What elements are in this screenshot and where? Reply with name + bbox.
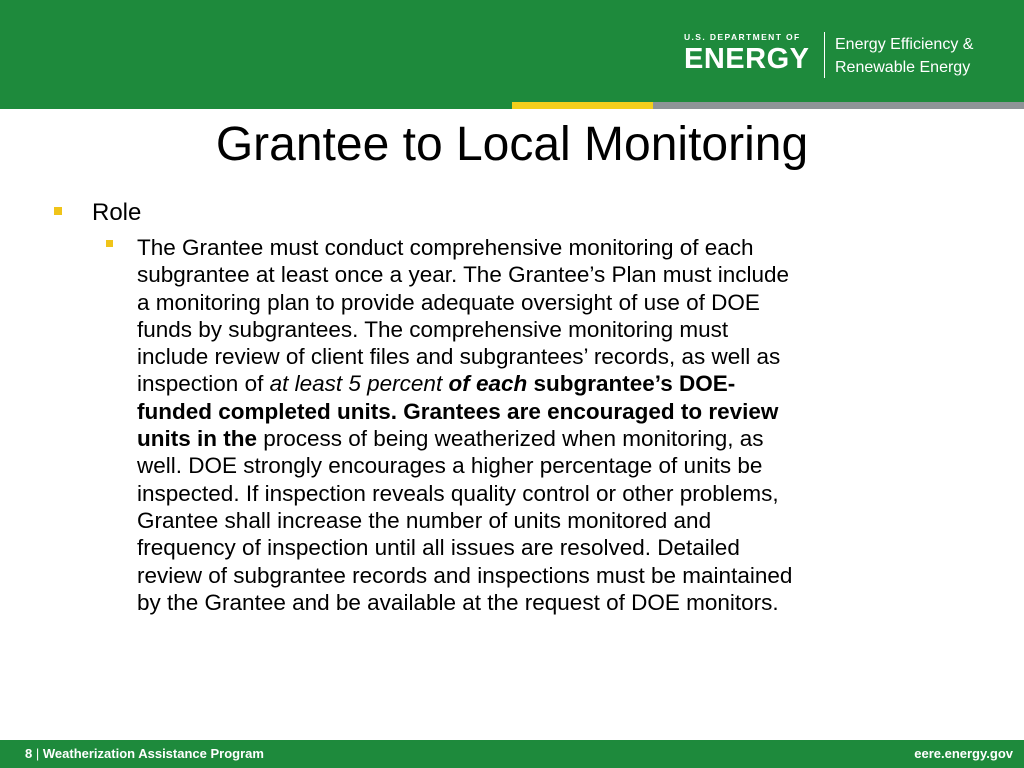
logo-department-text: U.S. DEPARTMENT OF xyxy=(684,32,801,42)
footer-url: eere.energy.gov xyxy=(914,746,1013,761)
slide-title: Grantee to Local Monitoring xyxy=(215,118,809,171)
text-segment: process of being weatherized when monitoring, as xyxy=(257,426,764,452)
text-segment: inspection of xyxy=(137,371,270,397)
program-name: Weatherization Assistance Program xyxy=(42,746,264,761)
text-line: review of subgrantee records and inspections must be maintained xyxy=(137,562,793,588)
logo-tagline-line1: Energy Efficiency & xyxy=(835,36,974,53)
bold-italic-text: of each xyxy=(448,371,528,397)
footer-bar xyxy=(0,740,1024,768)
accent-stripe-gray xyxy=(653,102,1024,109)
footer-left xyxy=(25,746,264,761)
text-line: The Grantee must conduct comprehensive monitoring of each xyxy=(137,235,754,260)
sub-bullet-text xyxy=(137,234,977,616)
logo-energy-text: ENERGY xyxy=(684,43,810,75)
bullet-square-icon xyxy=(54,207,62,215)
text-line: well. DOE strongly encourages a higher percentage of units be xyxy=(137,453,763,479)
text-line: include review of client files and subgrantees’ records, as well as xyxy=(137,344,781,370)
page-number: 8 xyxy=(25,746,33,761)
text-line: by the Grantee and be available at the request of DOE monitors. xyxy=(137,589,779,615)
logo-divider xyxy=(824,32,825,78)
logo-tagline xyxy=(835,33,973,79)
italic-text: at least 5 percent xyxy=(269,371,443,397)
header-bar xyxy=(0,0,1024,102)
text-line xyxy=(137,425,977,452)
text-line: frequency of inspection until all issues are resolved. Detailed xyxy=(137,535,740,561)
logo-tagline-line2: Renewable Energy xyxy=(835,59,971,76)
sub-bullet-square-icon xyxy=(106,240,113,247)
accent-stripe-green xyxy=(0,102,512,109)
footer-separator: | xyxy=(35,746,40,761)
bullet-role: Role xyxy=(92,199,142,226)
text-line: inspected. If inspection reveals quality control or other problems, xyxy=(137,480,779,506)
text-line: Grantee shall increase the number of units monitored and xyxy=(137,507,712,533)
text-line xyxy=(137,370,977,397)
bold-text: units in the xyxy=(137,426,257,452)
text-line: a monitoring plan to provide adequate oversight of use of DOE xyxy=(137,289,760,315)
text-line xyxy=(137,398,977,425)
doe-eere-logo xyxy=(684,32,1014,82)
bold-text: funded completed units. Grantees are encouraged to review xyxy=(137,398,779,424)
accent-stripe-yellow xyxy=(512,102,653,109)
text-line: funds by subgrantees. The comprehensive monitoring must xyxy=(137,316,729,342)
text-line: subgrantee at least once a year. The Grantee’s Plan must include xyxy=(137,262,790,288)
bold-text: subgrantee’s DOE- xyxy=(533,371,736,397)
